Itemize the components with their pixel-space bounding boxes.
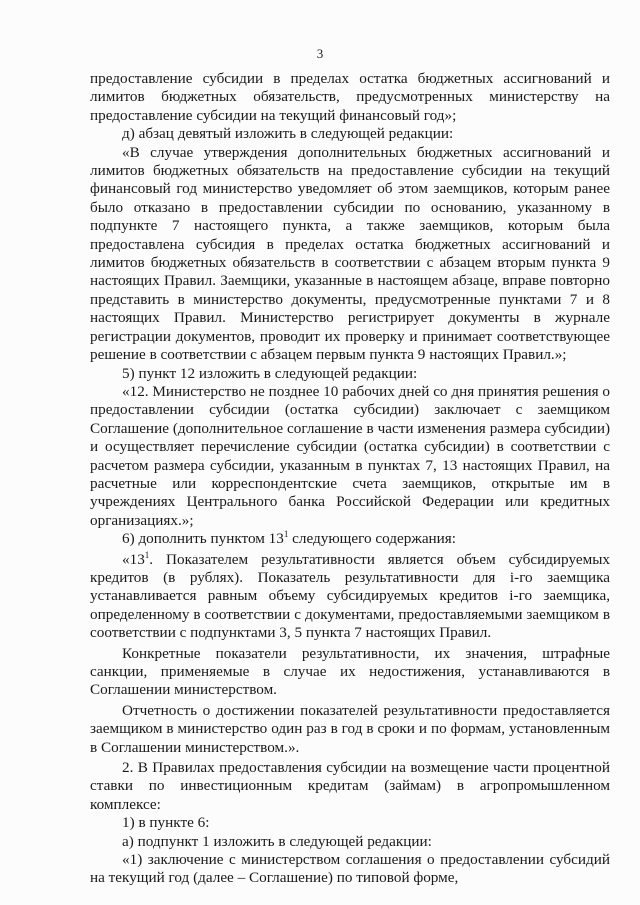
paragraph-text: следующего содержания:: [288, 530, 457, 548]
paragraph: Конкретные показатели результативности, их значения, штрафные санкции, применяемые в случае их недостижения, устанавливаются в Соглашении министерством.: [90, 644, 610, 699]
paragraph-text: «13: [122, 550, 145, 568]
paragraph: [90, 551, 610, 643]
document-body: [90, 70, 610, 888]
paragraph: д) абзац девятый изложить в следующей редакции:: [122, 125, 454, 143]
paragraph: «12. Министерство не позднее 10 рабочих дней со дня принятия решения о предоставлении субсидии (остатка субсидии) заключает с заемщиком Соглашение (дополнительное соглашение в части изменения размера субсидии) и осуществляет перечисление субсидии (остатка субсидии) в соответствии с расчетом размера субсидии, указанным в пунктах 7, 13 настоящих Правил, на расчетные или корреспондентские счета заемщиков, открытые им в учреждениях Центрального банка Российской Федерации или кредитных организациях.»;: [90, 382, 610, 529]
paragraph: [90, 530, 610, 548]
paragraph-text: . Показателем результативности является объем субсидируемых кредитов (в рублях). Показатель результативности для i-го заемщика устанавливается равным объему субсидируемых кредитов i-го заемщика, определенному в соответствии с документами, предоставляемыми заемщиком в соответствии с подпунктами 3, 5 пункта 7 настоящих Правил.: [90, 550, 610, 642]
paragraph: «В случае утверждения дополнительных бюджетных ассигнований и лимитов бюджетных обязательств на предоставление субсидии на текущий финансовый год министерство уведомляет об этом заемщиков, которым ранее было отказано в предоставлении субсидии по основанию, указанному в подпункте 7 настоящего пункта, а также заемщиков, которым была предоставлена субсидия в пределах остатка бюджетных ассигнований и лимитов бюджетных обязательств в соответствии с абзацем вторым пункта 9 настоящих Правил. Заемщики, указанные в настоящем абзаце, вправе повторно представить в министерство документы, предусмотренные пунктами 7 и 8 настоящих Правил. Министерство регистрирует документы в журнале регистрации документов, проводит их проверку и принимает соответствующее решение в соответствии с абзацем первым пункта 9 настоящих Правил.»;: [90, 143, 610, 364]
superscript: 1: [144, 549, 150, 560]
page-number: 3: [316, 46, 324, 61]
paragraph: Отчетность о достижении показателей результативности предоставляется заемщиком в министерство один раз в год в сроки и по формам, установленным в Соглашении министерством.».: [90, 701, 610, 756]
paragraph-text: 6) дополнить пунктом 13: [122, 530, 284, 548]
paragraph: 5) пункт 12 изложить в следующей редакции:: [122, 364, 418, 382]
paragraph: а) подпункт 1 изложить в следующей редакции:: [122, 832, 432, 850]
paragraph: предоставление субсидии в пределах остатка бюджетных ассигнований и лимитов бюджетных обязательств, предусмотренных министерству на предоставление субсидии на текущий финансовый год»;: [90, 70, 610, 124]
paragraph: 2. В Правилах предоставления субсидии на возмещение части процентной ставки по инвестиционным кредитам (займам) в агропромышленном комплексе:: [90, 759, 610, 813]
paragraph: «1) заключение с министерством соглашения о предоставлении субсидий на текущий год (далее – Соглашение) по типовой форме,: [90, 851, 610, 887]
superscript: 1: [283, 529, 289, 540]
paragraph: 1) в пункте 6:: [122, 814, 210, 832]
